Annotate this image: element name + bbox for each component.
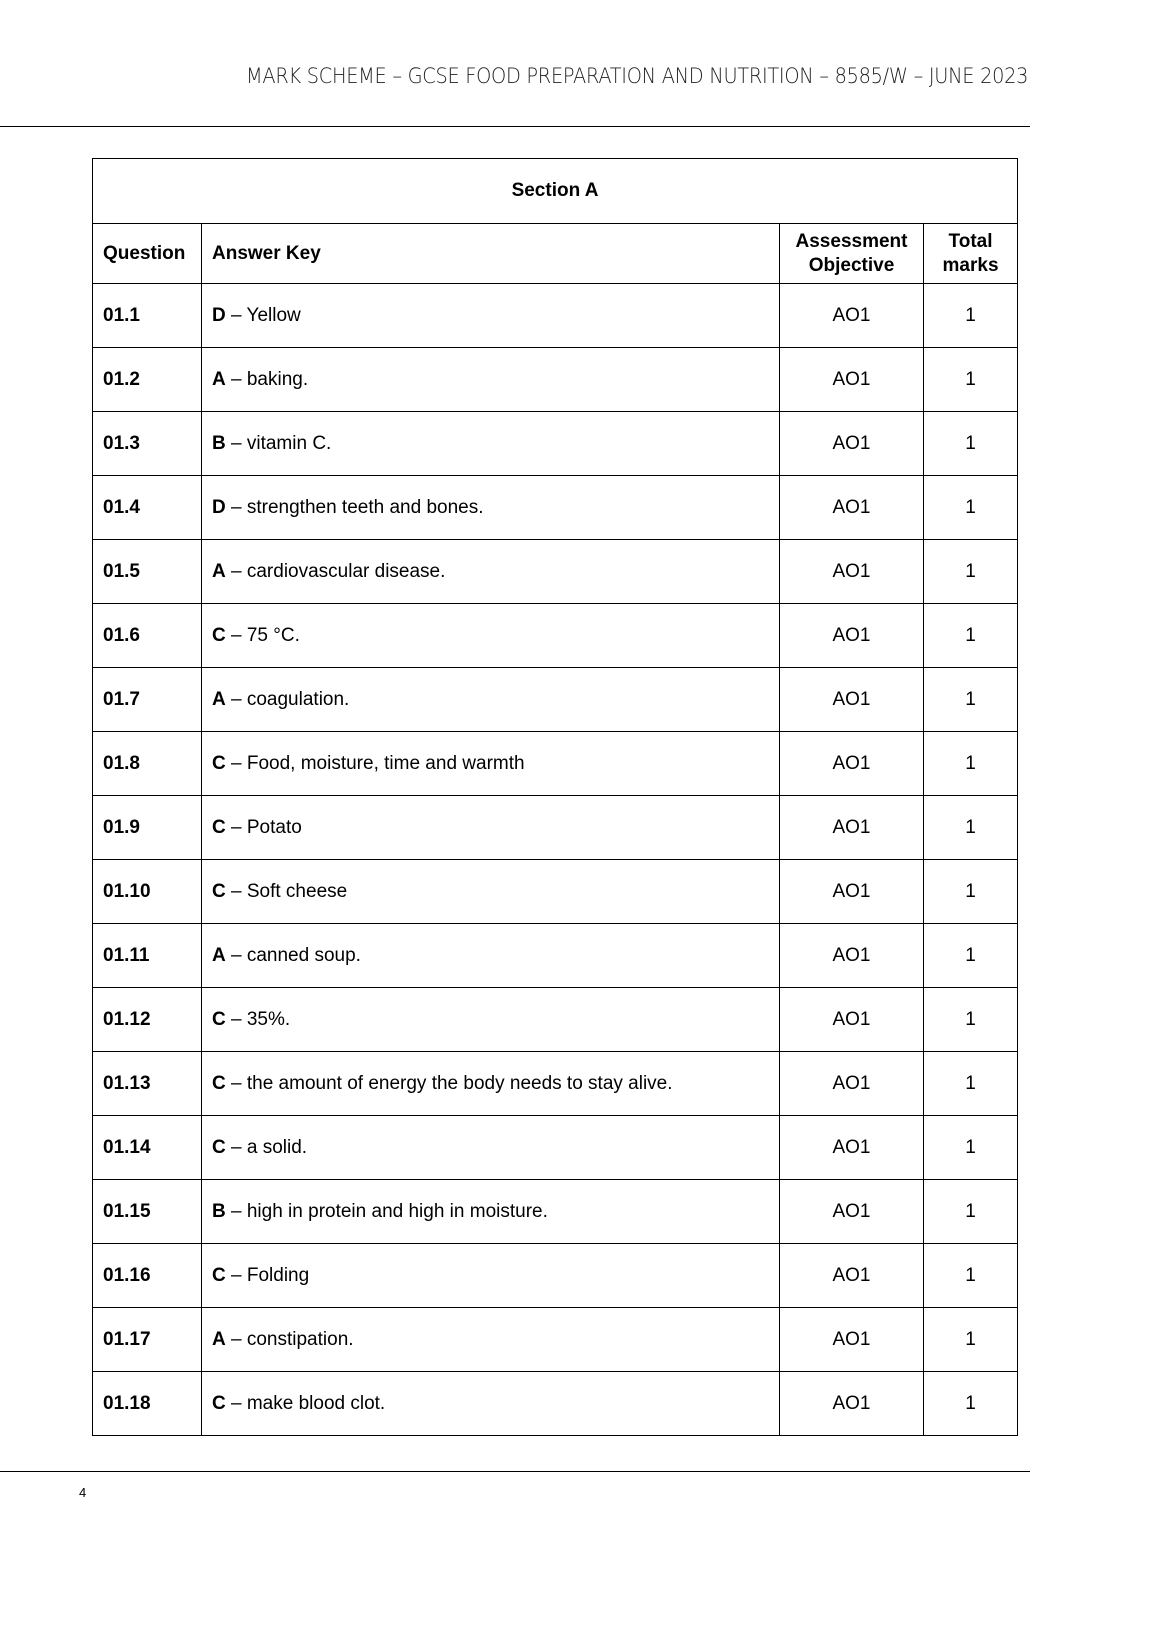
answer-letter: B xyxy=(212,432,226,454)
column-header-total-marks: Total marks xyxy=(924,224,1018,284)
answer-text: – Yellow xyxy=(225,304,301,326)
answer-key-cell xyxy=(202,540,780,604)
question-number: 01.10 xyxy=(93,860,202,924)
page-number: 4 xyxy=(79,1485,87,1500)
assessment-objective: AO1 xyxy=(780,988,924,1052)
total-marks: 1 xyxy=(924,1372,1018,1436)
total-marks: 1 xyxy=(924,1244,1018,1308)
total-marks: 1 xyxy=(924,860,1018,924)
answer-text: – strengthen teeth and bones. xyxy=(225,496,484,518)
assessment-objective: AO1 xyxy=(780,1052,924,1116)
answer-letter: C xyxy=(212,1072,226,1094)
total-marks: 1 xyxy=(924,284,1018,348)
answer-text: – Food, moisture, time and warmth xyxy=(225,752,525,774)
answer-text: – the amount of energy the body needs to stay alive. xyxy=(225,1072,673,1094)
question-number: 01.17 xyxy=(93,1308,202,1372)
answer-letter: A xyxy=(212,368,226,390)
answer-letter: B xyxy=(212,1200,226,1222)
answer-text: – 35%. xyxy=(225,1008,291,1030)
answer-key-cell xyxy=(202,924,780,988)
answer-letter: C xyxy=(212,624,226,646)
total-marks: 1 xyxy=(924,1180,1018,1244)
question-number: 01.18 xyxy=(93,1372,202,1436)
table-row xyxy=(93,1052,1018,1116)
total-marks: 1 xyxy=(924,476,1018,540)
answer-key-cell xyxy=(202,284,780,348)
answer-letter: C xyxy=(212,1136,226,1158)
question-number: 01.12 xyxy=(93,988,202,1052)
assessment-objective: AO1 xyxy=(780,1116,924,1180)
question-number: 01.13 xyxy=(93,1052,202,1116)
answer-letter: D xyxy=(212,304,226,326)
answer-key-cell xyxy=(202,668,780,732)
answer-key-cell xyxy=(202,1244,780,1308)
column-header-assessment-objective: Assessment Objective xyxy=(780,224,924,284)
answer-key-cell xyxy=(202,796,780,860)
answer-text: – Potato xyxy=(225,816,302,838)
table-row xyxy=(93,924,1018,988)
answer-letter: C xyxy=(212,752,226,774)
answer-letter: A xyxy=(212,560,226,582)
answer-letter: C xyxy=(212,1392,226,1414)
total-marks: 1 xyxy=(924,668,1018,732)
answer-key-cell xyxy=(202,988,780,1052)
assessment-objective: AO1 xyxy=(780,476,924,540)
answer-key-cell xyxy=(202,604,780,668)
question-number: 01.2 xyxy=(93,348,202,412)
assessment-objective: AO1 xyxy=(780,1180,924,1244)
table-row xyxy=(93,1180,1018,1244)
assessment-objective: AO1 xyxy=(780,412,924,476)
column-header-row xyxy=(93,224,1018,284)
question-number: 01.7 xyxy=(93,668,202,732)
column-header-answer-key: Answer Key xyxy=(202,224,780,284)
header-divider xyxy=(0,126,1030,127)
answer-key-cell xyxy=(202,1116,780,1180)
table-row xyxy=(93,732,1018,796)
answer-letter: D xyxy=(212,496,226,518)
table-row xyxy=(93,1244,1018,1308)
answer-text: – canned soup. xyxy=(225,944,361,966)
question-number: 01.5 xyxy=(93,540,202,604)
total-marks: 1 xyxy=(924,732,1018,796)
assessment-objective: AO1 xyxy=(780,1372,924,1436)
assessment-objective: AO1 xyxy=(780,540,924,604)
table-row xyxy=(93,604,1018,668)
total-marks: 1 xyxy=(924,1052,1018,1116)
section-row xyxy=(93,159,1018,224)
answer-letter: C xyxy=(212,1008,226,1030)
question-number: 01.11 xyxy=(93,924,202,988)
column-header-question: Question xyxy=(93,224,202,284)
answer-letter: A xyxy=(212,688,226,710)
answer-key-cell xyxy=(202,412,780,476)
assessment-objective: AO1 xyxy=(780,348,924,412)
table-row xyxy=(93,476,1018,540)
total-marks: 1 xyxy=(924,988,1018,1052)
answer-text: – Folding xyxy=(225,1264,310,1286)
answer-letter: A xyxy=(212,944,226,966)
answer-text: – high in protein and high in moisture. xyxy=(225,1200,548,1222)
table-row xyxy=(93,540,1018,604)
page-header-title: MARK SCHEME – GCSE FOOD PREPARATION AND NUTRITION – 8585/W – JUNE 2023 xyxy=(245,64,1028,88)
answer-key-cell xyxy=(202,860,780,924)
answer-text: – a solid. xyxy=(225,1136,308,1158)
total-marks: 1 xyxy=(924,1116,1018,1180)
question-number: 01.3 xyxy=(93,412,202,476)
answer-letter: C xyxy=(212,816,226,838)
question-number: 01.14 xyxy=(93,1116,202,1180)
table-row xyxy=(93,668,1018,732)
section-title: Section A xyxy=(93,159,1018,224)
assessment-objective: AO1 xyxy=(780,1308,924,1372)
answer-key-cell xyxy=(202,732,780,796)
assessment-objective: AO1 xyxy=(780,284,924,348)
mark-scheme-table xyxy=(92,158,1018,1436)
answer-letter: C xyxy=(212,1264,226,1286)
total-marks: 1 xyxy=(924,796,1018,860)
assessment-objective: AO1 xyxy=(780,668,924,732)
total-marks: 1 xyxy=(924,348,1018,412)
question-number: 01.4 xyxy=(93,476,202,540)
answer-key-cell xyxy=(202,1372,780,1436)
answer-text: – Soft cheese xyxy=(225,880,348,902)
total-marks: 1 xyxy=(924,540,1018,604)
table-row xyxy=(93,1308,1018,1372)
table-row xyxy=(93,1116,1018,1180)
table-row xyxy=(93,348,1018,412)
assessment-objective: AO1 xyxy=(780,860,924,924)
total-marks: 1 xyxy=(924,604,1018,668)
total-marks: 1 xyxy=(924,924,1018,988)
assessment-objective: AO1 xyxy=(780,1244,924,1308)
answer-text: – baking. xyxy=(225,368,309,390)
answer-text: – constipation. xyxy=(225,1328,354,1350)
assessment-objective: AO1 xyxy=(780,604,924,668)
question-number: 01.15 xyxy=(93,1180,202,1244)
answer-key-cell xyxy=(202,1180,780,1244)
table-row xyxy=(93,988,1018,1052)
table-row xyxy=(93,796,1018,860)
table-row xyxy=(93,284,1018,348)
answer-key-cell xyxy=(202,348,780,412)
answer-letter: A xyxy=(212,1328,226,1350)
table-row xyxy=(93,1372,1018,1436)
answer-letter: C xyxy=(212,880,226,902)
question-number: 01.6 xyxy=(93,604,202,668)
answer-text: – make blood clot. xyxy=(225,1392,386,1414)
answer-key-cell xyxy=(202,1052,780,1116)
table-row xyxy=(93,412,1018,476)
total-marks: 1 xyxy=(924,1308,1018,1372)
question-number: 01.16 xyxy=(93,1244,202,1308)
answer-key-cell xyxy=(202,1308,780,1372)
table-row xyxy=(93,860,1018,924)
footer-divider xyxy=(0,1471,1030,1472)
question-number: 01.8 xyxy=(93,732,202,796)
question-number: 01.1 xyxy=(93,284,202,348)
answer-text: – vitamin C. xyxy=(225,432,332,454)
answer-text: – cardiovascular disease. xyxy=(225,560,446,582)
assessment-objective: AO1 xyxy=(780,732,924,796)
assessment-objective: AO1 xyxy=(780,796,924,860)
answer-text: – coagulation. xyxy=(225,688,350,710)
question-number: 01.9 xyxy=(93,796,202,860)
assessment-objective: AO1 xyxy=(780,924,924,988)
answer-key-cell xyxy=(202,476,780,540)
total-marks: 1 xyxy=(924,412,1018,476)
answer-text: – 75 °C. xyxy=(225,624,300,646)
